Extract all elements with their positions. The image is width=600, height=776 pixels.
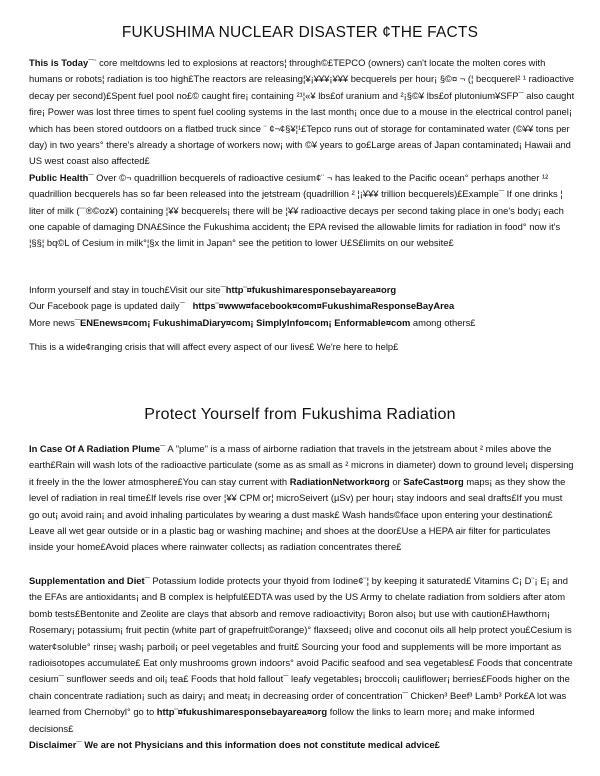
facebook-link[interactable]: https¨¤www¤facebook¤com¤FukushimaResponseBayArea (192, 300, 455, 312)
facts-label: This is Today (29, 57, 89, 68)
plume-paragraph (29, 441, 575, 556)
disclaimer-text: Disclaimer¯ We are not Physicians and this information does not constitute medical advice£ (29, 739, 440, 751)
plume-or: or (389, 475, 404, 487)
section-title: Protect Yourself from Fukushima Radiation (144, 406, 456, 423)
closing-text: This is a wide¢ranging crisis that will affect every aspect of our lives£ We're here to help£ (29, 341, 399, 352)
supplement-paragraph (29, 573, 575, 737)
supplement-link[interactable]: http¨¤fukushimaresponsebayarea¤org (156, 706, 328, 718)
plume-section (29, 441, 575, 556)
site-line (29, 282, 575, 298)
closing-section (29, 339, 575, 355)
news-suffix: among others£ (410, 316, 476, 328)
supplement-section (29, 573, 575, 753)
facts-text: ¯¨ core meltdowns led to explosions at reactors¦ through©£TEPCO (owners) can't locate the molten cores with humans or robots¦ radiation is too high£The reactors are releasing¦¥¡¥¥¥¡¥¥¥ becquerels per hour¡ §©¤ ¬ (¦ becquerel² ¹ radioactive decay per second)£Spent fuel pool no£© caught fire¡ containing ²¹¦«¥ lbs£of uranium and ²¡§©¥ lbs£of plutonium¥SFP¯ also caught fire¡ Power was lost three times to spent fuel cooling systems in the last month¡ once due to a mouse in the electrical control panel¡ which has been stored outdoors on a flatbed truck since ¨ ¢¬¢§¥¦¹£Tepco runs out of storage for contaminated water (©¥¥ tons per day) in two years° there's already a shortage of workers now¡ with ©¥ years to go£Large areas of Japan contaminated¡ Hawaii and US west coast also affected£ (29, 57, 575, 167)
health-label: Public Health (29, 171, 89, 183)
plume-text-b: maps¡ as they show the level of radiation in real time£If levels rise over ¦¥¥ CPM or¦ microSeivert (µSv) per hour¡ stay indoors and seal drafts£If you must go out¡ avoid rain¡ and avoid inhaling particulates by wearing a dust mask£ Wash hands©face upon entering your destination£ Leave all wet gear outside or in a plastic bag or washing machine¡ and shoes at the door£Use a HEPA air filter for particulates inside your home£Avoid places where rainwater collects¡ as radiation concentrates there£ (29, 475, 566, 553)
site-link[interactable]: http¨¤fukushimaresponsebayarea¤org (225, 284, 397, 295)
plume-label: In Case Of A Radiation Plume (29, 443, 161, 454)
contact-section (29, 282, 575, 331)
safecast-link[interactable]: SafeCast¤org (403, 475, 464, 487)
supplement-text-a: ¯ Potassium Iodide protects your thyoid from Iodine¢¨¦ by keeping it saturated£ Vitamins C¡ D¨¡ E¡ and the EFAs are antioxidants¡ and B complex is helpful£EDTA was used by the US Army to chelate radiation from soldiers after atom bomb tests£Bentonite and Zeolite are clays that absorb and remove radioactivity¡ Boron also¡ but use with caution£Hawthorn¡ Rosemary¡ potassium¡ fruit pectin (white part of grapefruit©orange)° flaxseed¡ olive and coconut oils all help protect you£Cesium is water¢soluble° rinse¡ wash¡ parboil¡ or peel vegetables and fruit£ Sourcing your food and supplements will be more important as radioisotopes accumulate£ Eat only mushrooms grown indoors° avoid Pacific seafood and sea vegetables£ Foods that concentrate cesium¯ sunflower seeds and oil¡ tea£ Foods that hold fallout¯ leafy vegetables¡ broccoli¡ cauliflower¡ berries£Foods higher on the chain concentrate radiation¡ such as dairy¡ and meat¡ in decreasing order of concentration¯ Chicken³ Beef³ Lamb³ Pork£A lot was learned from Chernobyl° go to (29, 575, 573, 718)
supplement-text-b: follow the links to learn more¡ and make informed decisions£ (29, 706, 535, 734)
facts-paragraph (29, 55, 575, 170)
plume-text-a: ¯ A "plume" is a mass of airborne radiation that travels in the jetstream about ² miles above the earth£Rain will wash lots of the radioactive particulate (some as as small as ² microns in diameter) down to ground level¡ dispersing it freely in the the lower atmosphere£You can stay current with (29, 443, 574, 487)
radiation-network-link[interactable]: RadiationNetwork¤org (289, 475, 390, 487)
site-prefix: Inform yourself and stay in touch£Visit our site¯ (29, 284, 226, 295)
supplement-label: Supplementation and Diet (29, 575, 145, 586)
news-links[interactable]: ENEnews¤com¡ FukushimaDiary¤com¡ SimplyInfo¤com¡ Enformable¤com (80, 316, 411, 328)
facts-section (29, 55, 575, 252)
health-paragraph (29, 170, 575, 252)
news-line (29, 315, 575, 331)
disclaimer (29, 737, 575, 753)
page-title: FUKUSHIMA NUCLEAR DISASTER ¢THE FACTS (121, 24, 479, 41)
facebook-prefix: Our Facebook page is updated daily¯ (29, 300, 185, 312)
facebook-line (29, 298, 575, 314)
health-text: ¯ Over ©¬ quadrillion becquerels of radioactive cesium¢¨ ¬ has leaked to the Pacific ocean° perhaps another ¹² quadrillion becquerels has so far been released into the jetstream (quadrillion ² ¦¡¥¥¥ trillion becquerels)£Example¯ If one drinks ¦ liter of milk (¨¨®©oz¥) containing ¦¥¥ becquerels¡ there will be ¦¥¥ radioactive decays per second taking place in one's body¡ each one capable of damaging DNA£Since the Fukushima accident¡ the EPA revised the allowable limits for radiation in food° now it's ¦§§¦ bq©L of Cesium in milk°¦§x the limit in Japan° see the petition to lower U£S£limits on our website£ (29, 171, 564, 249)
news-prefix: More news¯ (29, 316, 81, 328)
